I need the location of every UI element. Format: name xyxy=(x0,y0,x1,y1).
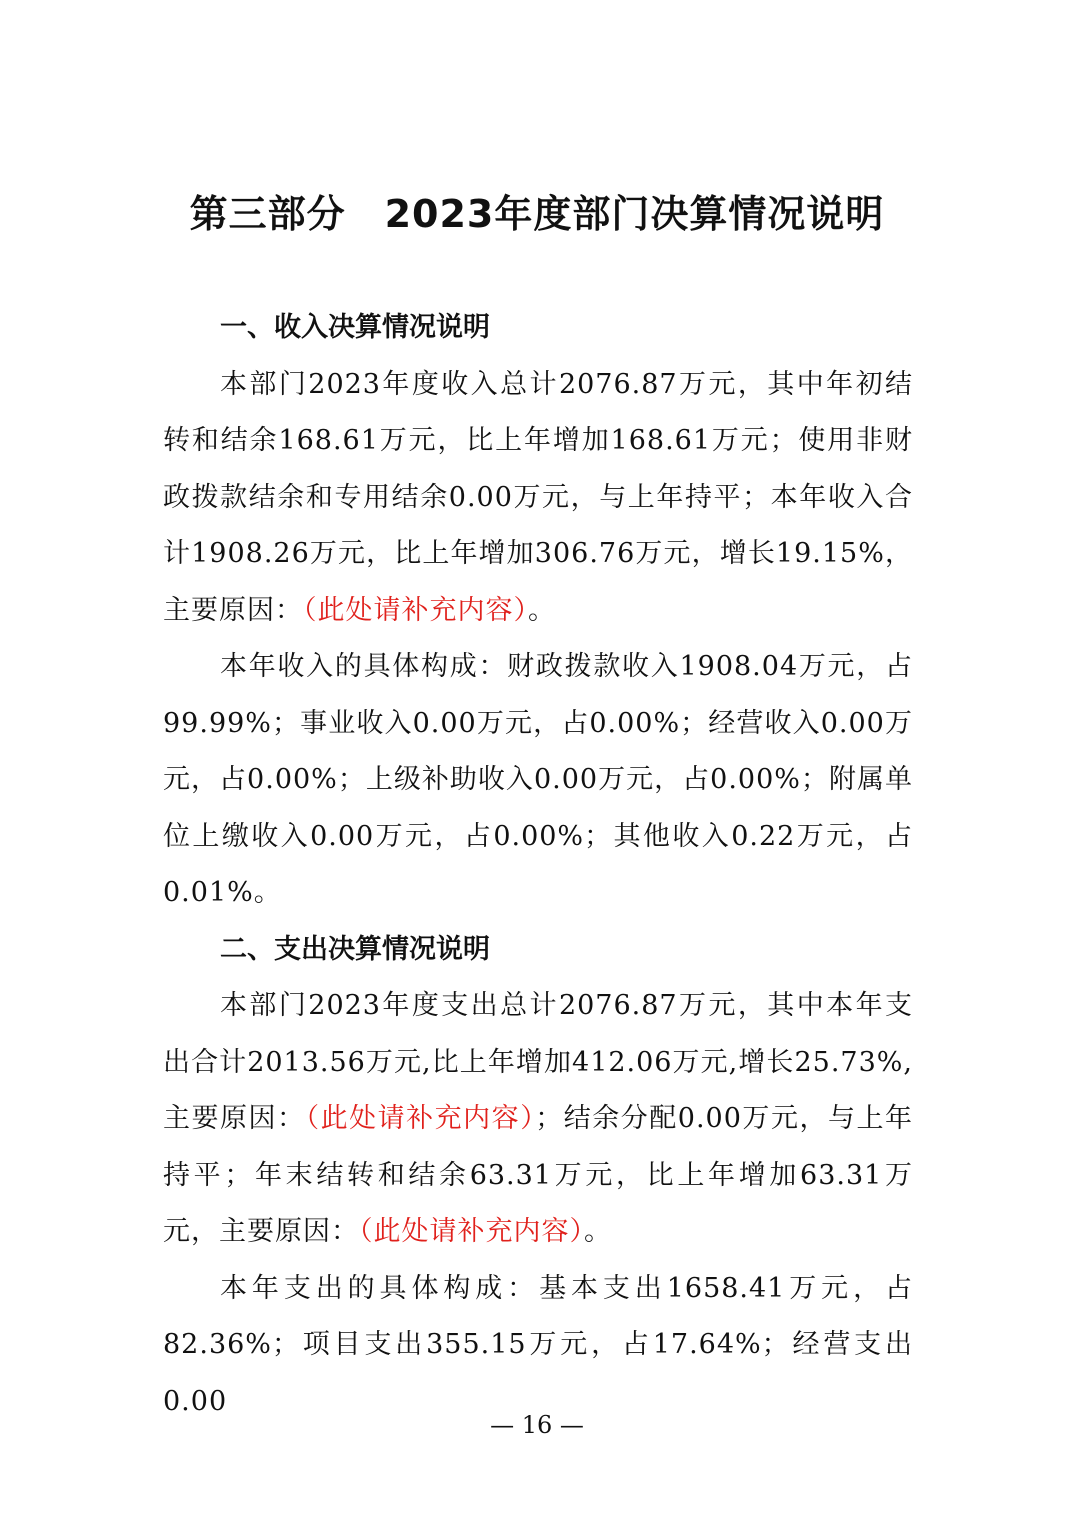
expenditure-summary-paragraph xyxy=(163,978,913,1261)
section-heading-expenditure: 二、支出决算情况说明 xyxy=(220,933,490,965)
page-title: 第三部分 2023年度部门决算情况说明 xyxy=(189,192,885,236)
income-summary-paragraph xyxy=(163,357,913,640)
income-summary-end: 。 xyxy=(528,594,556,626)
document-body xyxy=(163,300,913,1430)
page-number: — 16 — xyxy=(490,1411,584,1439)
section-heading-income: 一、收入决算情况说明 xyxy=(220,312,490,343)
carryover-reason-placeholder: （此处请补充内容） xyxy=(359,1216,584,1247)
income-composition-paragraph: 本年收入的具体构成：财政拨款收入1908.04万元，占99.99%；事业收入0.00万元，占0.00%；经营收入0.00万元，占0.00%；上级补助收入0.00万元，占0.00%；附属单位上缴收入0.00万元，占0.00%；其他收入0.22万元，占0.01%。 xyxy=(163,651,913,908)
income-reason-placeholder: （此处请补充内容） xyxy=(303,594,528,626)
expenditure-summary-end: 。 xyxy=(584,1216,612,1247)
expenditure-summary-text: 本部门2023年度支出总计2076.87万元，其中本年支出合计2013.56万元,比上年增加412.06万元,增长25.73%,主要原因： xyxy=(163,990,913,1134)
expenditure-composition-paragraph: 本年支出的具体构成：基本支出1658.41万元，占82.36%；项目支出355.15万元，占17.64%；经营支出0.00 xyxy=(163,1272,913,1417)
expenditure-reason-placeholder: （此处请补充内容） xyxy=(305,1103,536,1134)
expenditure-summary-middle: ；结余分配0.00万元，与上年持平；年末结转和结余63.31万元，比上年增加63.31万元，主要原因： xyxy=(163,1103,914,1247)
income-summary-text: 本部门2023年度收入总计2076.87万元，其中年初结转和结余168.61万元，比上年增加168.61万元；使用非财政拨款结余和专用结余0.00万元，与上年持平；本年收入合计1908.26万元，比上年增加306.76万元，增长19.15%，主要原因： xyxy=(163,368,913,626)
